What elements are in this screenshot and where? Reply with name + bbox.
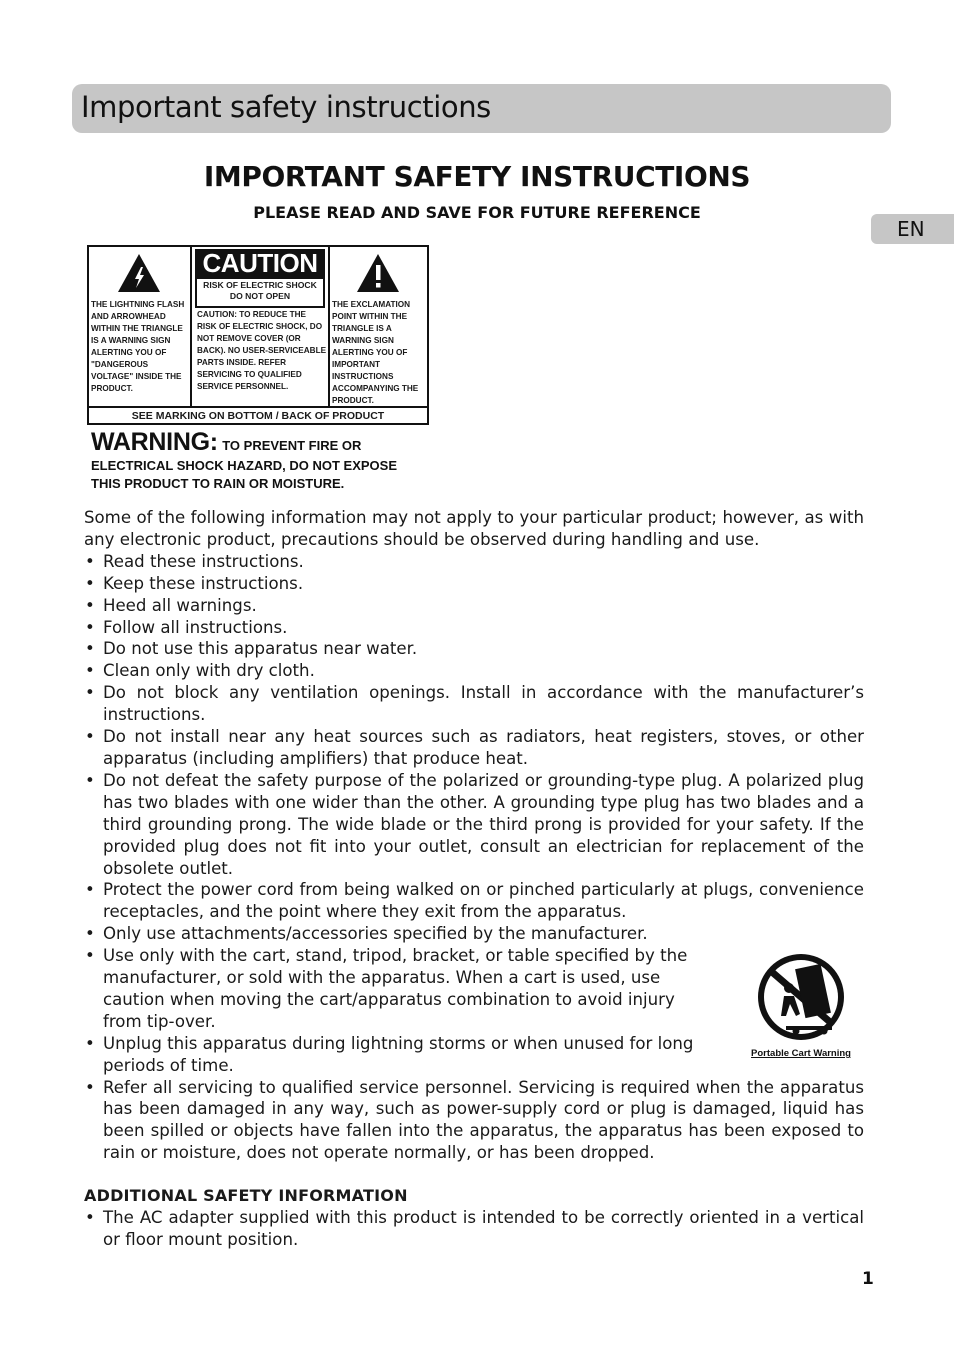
additional-safety-heading: ADDITIONAL SAFETY INFORMATION [84,1186,408,1206]
caution-label [87,245,429,425]
additional-safety-list [84,1207,864,1251]
caution-heading: CAUTION [195,249,325,277]
lightning-text: THE LIGHTNING FLASH AND ARROWHEAD WITHIN THE TRIANGLE IS A WARNING SIGN ALERTING YOU OF "DANGEROUS VOLTAGE" INSIDE THE PRODUCT. [91,300,185,393]
list-item: • Do not block any ventilation openings. Install in accordance with the manufacturer’s instructions. [84,682,864,726]
caution-text: CAUTION: TO REDUCE THE RISK OF ELECTRIC SHOCK, DO NOT REMOVE COVER (OR BACK). NO USER-SERVICEABLE PARTS INSIDE. REFER SERVICING TO QUALIFIED SERVICE PERSONNEL. [197,310,327,391]
lightning-panel [89,247,192,406]
lightning-triangle-icon [117,253,161,293]
caution-panel [192,247,328,406]
list-item: • Protect the power cord from being walked on or pinched particularly at plugs, convenience receptacles, and the point where they exit from the apparatus. [84,879,864,923]
page-title: IMPORTANT SAFETY INSTRUCTIONS [203,160,751,193]
header-bar [72,84,891,133]
warning-heading: WARNING: [91,428,218,456]
list-item: • Clean only with dry cloth. [84,660,864,682]
caution-subheading: RISK OF ELECTRIC SHOCK DO NOT OPEN [195,277,325,308]
page-subtitle: PLEASE READ AND SAVE FOR FUTURE REFERENCE [253,203,701,222]
portable-cart-warning [742,952,860,1059]
list-item: • Only use attachments/accessories specified by the manufacturer. [84,923,864,945]
warning-line-1: TO PREVENT FIRE OR [222,438,362,453]
list-item: • Refer all servicing to qualified service personnel. Servicing is required when the apparatus has been damaged in any way, such as power-supply cord or plug is damaged, liquid has been spilled or objects have fallen into the apparatus, the apparatus has been exposed to rain or moisture, does not operate normally, or has been dropped. [84,1077,864,1165]
list-item: • The AC adapter supplied with this product is intended to be correctly oriented in a vertical or floor mount position. [84,1207,864,1251]
list-item: • Read these instructions. [84,551,864,573]
warning-line-2: ELECTRICAL SHOCK HAZARD, DO NOT EXPOSE [91,458,398,473]
page-number: 1 [862,1269,874,1289]
list-item: • Do not install near any heat sources such as radiators, heat registers, stoves, or other apparatus (including amplifiers) that produce heat. [84,726,864,770]
caution-footer: SEE MARKING ON BOTTOM / BACK OF PRODUCT [89,406,427,425]
list-item: • Follow all instructions. [84,617,864,639]
exclamation-triangle-icon [356,253,400,293]
portable-cart-warning-icon [756,952,846,1042]
safety-list [84,551,864,1164]
list-item: • Heed all warnings. [84,595,864,617]
exclamation-panel [328,247,429,406]
exclamation-text: THE EXCLAMATION POINT WITHIN THE TRIANGLE IS A WARNING SIGN ALERTING YOU OF IMPORTANT INSTRUCTIONS ACCOMPANYING THE PRODUCT. [332,300,419,405]
warning-block [91,428,431,493]
list-item: • Unplug this apparatus during lightning storms or when unused for long periods of time. [84,1033,864,1077]
instructions-body [84,507,864,1251]
header-title: Important safety instructions [81,90,491,124]
intro-paragraph: Some of the following information may not apply to your particular product; however, as with any electronic product, precautions should be observed during handling and use. [84,508,864,549]
list-item: • Do not use this apparatus near water. [84,638,864,660]
list-item: • Use only with the cart, stand, tripod, bracket, or table specified by the manufacturer, or sold with the apparatus. When a cart is used, use caution when moving the cart/apparatus combination to avoid injury from tip-over. [84,945,864,1033]
list-item: • Do not defeat the safety purpose of the polarized or grounding-type plug. A polarized plug has two blades with one wider than the other. A grounding type plug has two blades and a third grounding prong. The wide blade or the third prong is provided for your safety. If the provided plug does not fit into your outlet, consult an electrician for replacement of the obsolete outlet. [84,770,864,880]
language-label: EN [897,217,925,241]
warning-line-3: THIS PRODUCT TO RAIN OR MOISTURE. [91,476,345,491]
list-item: • Keep these instructions. [84,573,864,595]
cart-caption: Portable Cart Warning [751,1048,851,1059]
